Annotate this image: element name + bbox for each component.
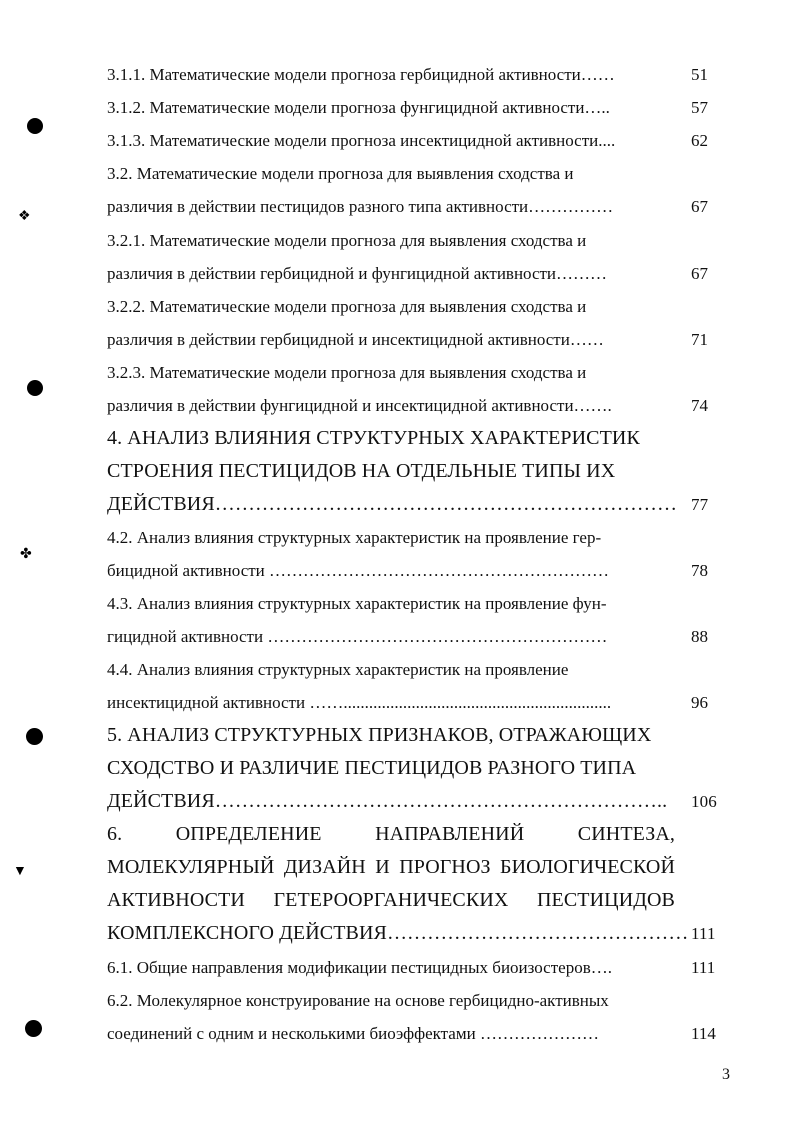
toc-entry-title: 3.2.1. Математические модели прогноза для выявления сходства и: [107, 231, 587, 250]
toc-entry-page: 111: [691, 958, 716, 977]
page-number: 3: [722, 1066, 730, 1083]
toc-chapter-line: [107, 455, 717, 488]
toc-entry: [107, 91, 717, 124]
toc-entry-page: 88: [691, 627, 708, 646]
toc-entry-page: 67: [691, 264, 708, 283]
binder-hole-icon: [27, 380, 43, 396]
scan-speck-icon: ✤: [20, 547, 32, 562]
toc-entry: [107, 653, 717, 686]
binder-hole-icon: [25, 1020, 42, 1037]
word: ДИЗАЙН: [283, 856, 366, 878]
toc-chapter-line: [107, 719, 717, 752]
word: НАПРАВЛЕНИЙ: [375, 823, 525, 845]
toc-entry-page: 111: [691, 924, 716, 943]
toc-entry-title: 3.2.3. Математические модели прогноза для выявления сходства и: [107, 363, 587, 382]
toc-entry-title: 4. АНАЛИЗ ВЛИЯНИЯ СТРУКТУРНЫХ ХАРАКТЕРИСТИК: [107, 427, 640, 449]
toc-entry-page: 67: [691, 197, 708, 216]
word: БИОЛОГИЧЕСКОЙ: [500, 856, 675, 878]
toc-entry: [107, 389, 717, 422]
toc-entry-title: ДЕЙСТВИЯ…………………………………………………………..: [107, 790, 668, 812]
scan-speck-icon: ❖: [18, 209, 31, 224]
toc-entry: [107, 984, 717, 1017]
toc-entry-page: 51: [691, 65, 708, 84]
toc-entry-title: соединений с одним и несколькими биоэффектами …………………: [107, 1024, 599, 1043]
word: И: [375, 856, 390, 878]
toc-entry-title: 6.2. Молекулярное конструирование на основе гербицидно-активных: [107, 991, 609, 1010]
word: ПЕСТИЦИДОВ: [537, 889, 675, 911]
justified-row: [107, 851, 675, 884]
toc-entry-title: различия в действии пестицидов разного типа активности……………: [107, 197, 614, 216]
toc-entry-page: 74: [691, 396, 708, 415]
toc-entry-title: 3.1.3. Математические модели прогноза инсектицидной активности....: [107, 131, 616, 150]
toc-entry-title: 3.2.2. Математические модели прогноза для выявления сходства и: [107, 297, 587, 316]
toc-entry: [107, 356, 717, 389]
toc-entry-title: различия в действии фунгицидной и инсектицидной активности…….: [107, 396, 612, 415]
toc-entry-title: ДЕЙСТВИЯ……………………………………………………………: [107, 493, 678, 515]
toc-entry-title: КОМПЛЕКСНОГО ДЕЙСТВИЯ………………………………………: [107, 922, 689, 944]
toc-entry-title: СХОДСТВО И РАЗЛИЧИЕ ПЕСТИЦИДОВ РАЗНОГО ТИПА: [107, 757, 637, 779]
toc-entry-title: 3.1.1. Математические модели прогноза гербицидной активности……: [107, 65, 615, 84]
toc-entry: [107, 686, 717, 719]
toc-entry-title: 4.4. Анализ влияния структурных характеристик на проявление: [107, 660, 569, 679]
justified-row: [107, 884, 675, 917]
toc-entry-title: инсектицидной активности ……...............................................................: [107, 693, 612, 712]
toc-chapter-line: [107, 851, 717, 884]
toc-entry-page: 77: [691, 495, 709, 514]
justified-row: [107, 818, 675, 851]
toc-entry-title: 4.3. Анализ влияния структурных характеристик на проявление фун-: [107, 594, 607, 613]
toc-entry-title: различия в действии гербицидной и инсектицидной активности……: [107, 330, 604, 349]
binder-hole-icon: [27, 118, 43, 134]
toc-entry: [107, 323, 717, 356]
toc-entry-title: 3.2. Математические модели прогноза для выявления сходства и: [107, 164, 574, 183]
word: ГЕТЕРООРГАНИЧЕСКИХ: [273, 889, 509, 911]
toc-entry: [107, 190, 717, 223]
toc-entry: [107, 257, 717, 290]
toc-entry-page: 71: [691, 330, 708, 349]
toc-entry-title: гицидной активности ……………………………………………………: [107, 627, 608, 646]
toc-entry-page: 114: [691, 1024, 716, 1043]
toc-entry: [107, 620, 717, 653]
toc-chapter-line: [107, 785, 717, 818]
toc-chapter-line: [107, 917, 717, 950]
toc-entry-title: различия в действии гербицидной и фунгицидной активности………: [107, 264, 608, 283]
toc-entry: [107, 587, 717, 620]
word: СИНТЕЗА,: [577, 823, 675, 845]
toc-entry-page: 96: [691, 693, 708, 712]
toc-chapter-line: [107, 884, 717, 917]
toc-chapter-line: [107, 422, 717, 455]
toc-chapter-line: [107, 818, 717, 851]
toc-entry-title: бицидной активности ……………………………………………………: [107, 561, 610, 580]
toc-entry-title: 5. АНАЛИЗ СТРУКТУРНЫХ ПРИЗНАКОВ, ОТРАЖАЮЩИХ: [107, 724, 652, 746]
toc-chapter-line: [107, 488, 717, 521]
binder-hole-icon: [26, 728, 43, 745]
toc-entry: [107, 124, 717, 157]
toc-entry: [107, 157, 717, 190]
toc-entry-title: 6.1. Общие направления модификации пестицидных биоизостеров….: [107, 958, 612, 977]
word: АКТИВНОСТИ: [107, 889, 245, 911]
toc-entry: [107, 521, 717, 554]
toc-entry-title: 3.1.2. Математические модели прогноза фунгицидной активности…..: [107, 98, 610, 117]
toc-entry-title: 4.2. Анализ влияния структурных характеристик на проявление гер-: [107, 528, 602, 547]
scan-speck-icon: ▼: [13, 864, 27, 879]
toc-entry: [107, 554, 717, 587]
word: ПРОГНОЗ: [399, 856, 491, 878]
toc-entry-page: 57: [691, 98, 708, 117]
toc-entry: [107, 1017, 717, 1050]
toc-chapter-line: [107, 752, 717, 785]
toc-entry: [107, 58, 717, 91]
toc-entry: [107, 290, 717, 323]
toc-entry-title: СТРОЕНИЯ ПЕСТИЦИДОВ НА ОТДЕЛЬНЫЕ ТИПЫ ИХ: [107, 460, 616, 482]
word: ОПРЕДЕЛЕНИЕ: [175, 823, 322, 845]
toc-entry-page: 62: [691, 131, 708, 150]
toc-entry-page: 106: [691, 792, 717, 811]
toc-entry: [107, 224, 717, 257]
toc-entry-page: 78: [691, 561, 708, 580]
word: МОЛЕКУЛЯРНЫЙ: [107, 856, 275, 878]
word: 6.: [107, 823, 123, 845]
toc-entry: [107, 951, 717, 984]
